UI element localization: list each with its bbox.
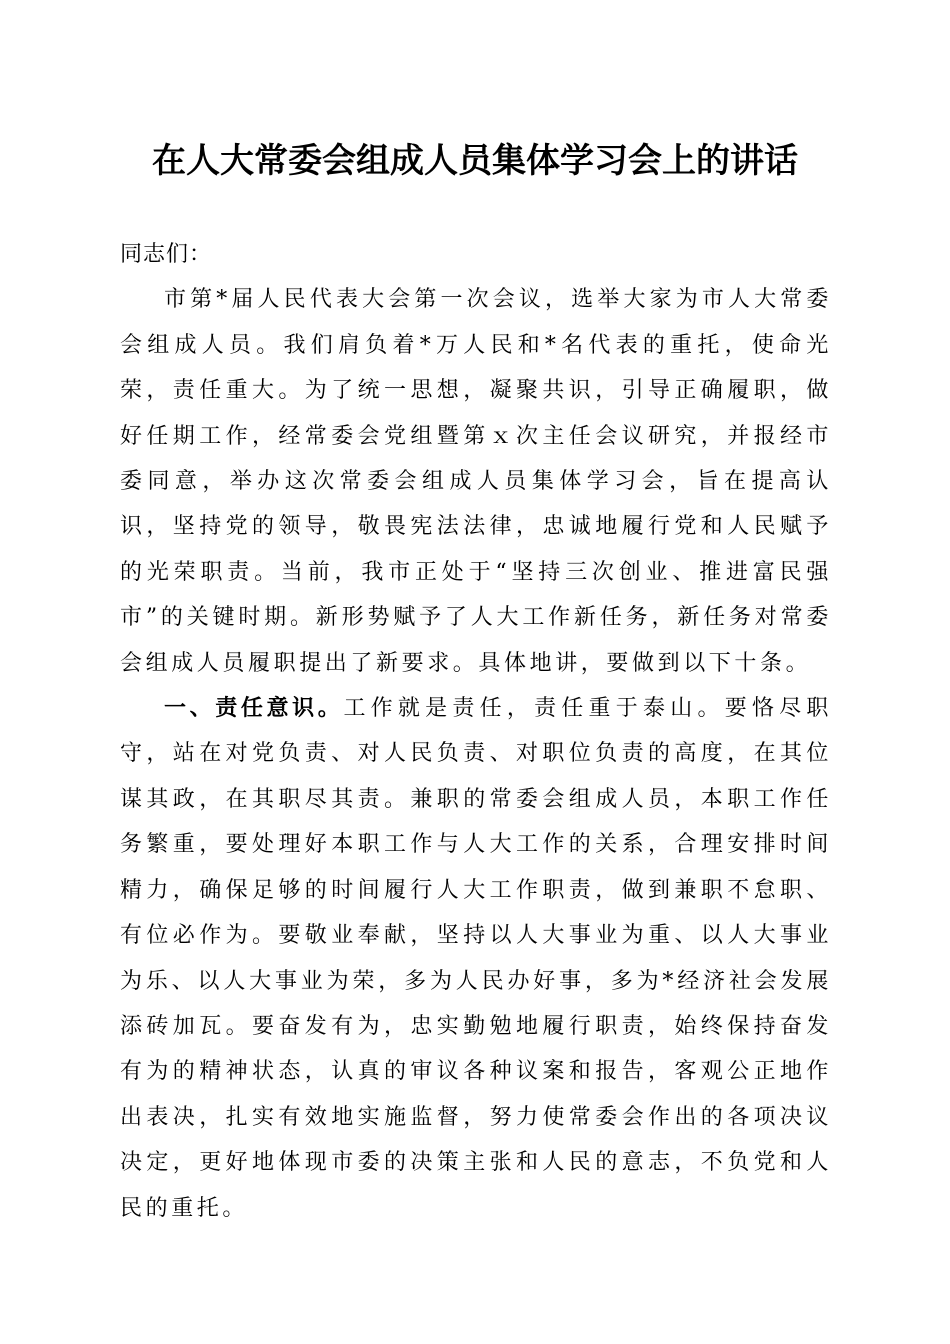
paragraph-responsibility-text: 工作就是责任，责任重于泰山。要恪尽职守，站在对党负责、对人民负责、对职位负责的高度，在其位谋其政，在其职尽其责。兼职的常委会组成人员，本职工作任务繁重，要处理好本职工作与人大工作的关系，合理安排时间精力，确保足够的时间履行人大工作职责，做到兼职不怠职、有位必作为。要敬业奉献，坚持以人大事业为重、以人大事业为乐、以人大事业为荣，多为人民办好事，多为*经济社会发展添砖加瓦。要奋发有为，忠实勤勉地履行职责，始终保持奋发有为的精神状态，认真的审议各种议案和报告，客观公正地作出表决，扎实有效地实施监督，努力使常委会作出的各项决议决定，更好地体现市委的决策主张和人民的意志，不负党和人民的重托。 — [120, 696, 832, 1221]
document-body — [120, 232, 832, 1231]
document-title: 在人大常委会组成人员集体学习会上的讲话 — [152, 141, 798, 181]
paragraph-responsibility — [120, 686, 832, 1231]
paragraph-intro-text: 市第*届人民代表大会第一次会议，选举大家为市人大常委会组成人员。我们肩负着*万人民和*名代表的重托，使命光荣，责任重大。为了统一思想，凝聚共识，引导正确履职，做好任期工作，经常委会党组暨第ｘ次主任会议研究，并报经市委同意，举办这次常委会组成人员集体学习会，旨在提高认识，坚持党的领导，敬畏宪法法律，忠诚地履行党和人民赋予的光荣职责。当前，我市正处于“坚持三次创业、推进富民强市”的关键时期。新形势赋予了人大工作新任务，新任务对常委会组成人员履职提出了新要求。具体地讲，要做到以下十条。 — [120, 287, 832, 676]
paragraph-intro — [120, 277, 832, 686]
salutation: 同志们： — [120, 242, 213, 267]
section-heading-responsibility: 一、责任意识。 — [164, 696, 344, 722]
